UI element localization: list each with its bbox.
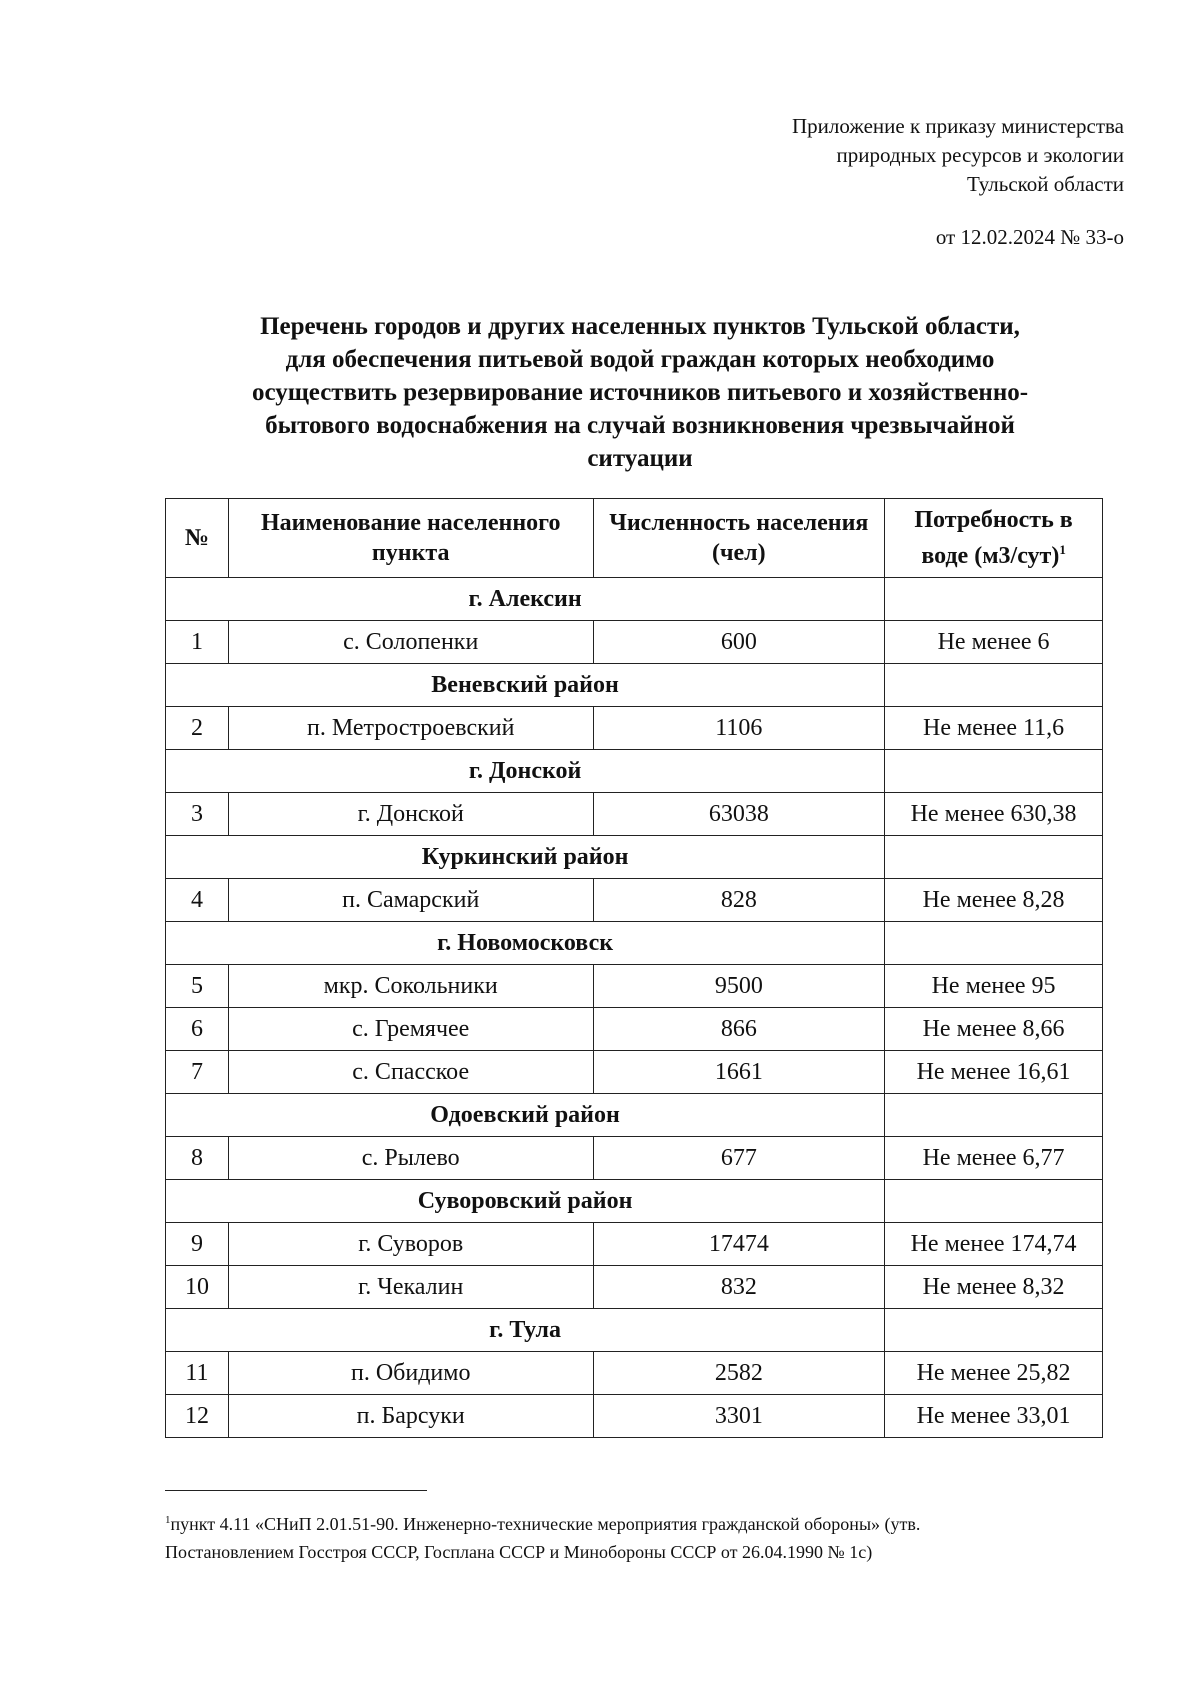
cell-name: п. Барсуки bbox=[228, 1395, 593, 1438]
group-empty-cell bbox=[885, 836, 1103, 879]
cell-num: 5 bbox=[166, 965, 229, 1008]
group-name: г. Новомосковск bbox=[166, 922, 885, 965]
cell-demand: Не менее 8,66 bbox=[885, 1008, 1103, 1051]
title-line-1: Перечень городов и других населенных пунктов Тульской области, bbox=[260, 313, 1020, 340]
group-name: Суворовский район bbox=[166, 1180, 885, 1223]
cell-demand: Не менее 6 bbox=[885, 621, 1103, 664]
table-row bbox=[166, 621, 1103, 664]
header-demand bbox=[885, 499, 1103, 578]
table-row bbox=[166, 1266, 1103, 1309]
header-demand-label: Потребность в воде (м3/сут) bbox=[914, 507, 1073, 569]
group-row bbox=[166, 1309, 1103, 1352]
cell-name: г. Донской bbox=[228, 793, 593, 836]
cell-demand: Не менее 8,32 bbox=[885, 1266, 1103, 1309]
group-row bbox=[166, 578, 1103, 621]
group-row bbox=[166, 922, 1103, 965]
table-row bbox=[166, 793, 1103, 836]
header-line-1: Приложение к приказу министерства bbox=[792, 114, 1124, 138]
cell-demand: Не менее 8,28 bbox=[885, 879, 1103, 922]
group-row bbox=[166, 1180, 1103, 1223]
group-empty-cell bbox=[885, 664, 1103, 707]
group-row bbox=[166, 664, 1103, 707]
header-name: Наименование населенного пункта bbox=[228, 499, 593, 578]
cell-num: 4 bbox=[166, 879, 229, 922]
table-row bbox=[166, 1008, 1103, 1051]
cell-population: 9500 bbox=[593, 965, 885, 1008]
cell-population: 1661 bbox=[593, 1051, 885, 1094]
cell-population: 63038 bbox=[593, 793, 885, 836]
header-line-2: природных ресурсов и экологии bbox=[836, 143, 1124, 167]
title-line-5: ситуации bbox=[587, 445, 693, 472]
cell-name: п. Самарский bbox=[228, 879, 593, 922]
table-row bbox=[166, 1395, 1103, 1438]
group-empty-cell bbox=[885, 1094, 1103, 1137]
cell-name: с. Солопенки bbox=[228, 621, 593, 664]
group-empty-cell bbox=[885, 922, 1103, 965]
cell-demand: Не менее 11,6 bbox=[885, 707, 1103, 750]
group-name: Одоевский район bbox=[166, 1094, 885, 1137]
group-row bbox=[166, 750, 1103, 793]
cell-name: с. Спасское bbox=[228, 1051, 593, 1094]
cell-name: г. Чекалин bbox=[228, 1266, 593, 1309]
footnote-reference: 1 bbox=[1059, 542, 1066, 557]
table-row bbox=[166, 1137, 1103, 1180]
header-num: № bbox=[166, 499, 229, 578]
group-name: г. Тула bbox=[166, 1309, 885, 1352]
group-name: г. Алексин bbox=[166, 578, 885, 621]
cell-num: 11 bbox=[166, 1352, 229, 1395]
group-name: Веневский район bbox=[166, 664, 885, 707]
cell-num: 6 bbox=[166, 1008, 229, 1051]
cell-name: мкр. Сокольники bbox=[228, 965, 593, 1008]
cell-demand: Не менее 630,38 bbox=[885, 793, 1103, 836]
group-empty-cell bbox=[885, 750, 1103, 793]
cell-population: 677 bbox=[593, 1137, 885, 1180]
cell-num: 1 bbox=[166, 621, 229, 664]
cell-num: 10 bbox=[166, 1266, 229, 1309]
cell-num: 12 bbox=[166, 1395, 229, 1438]
cell-demand: Не менее 174,74 bbox=[885, 1223, 1103, 1266]
header-population: Численность населения (чел) bbox=[593, 499, 885, 578]
footnote bbox=[165, 1506, 1105, 1566]
cell-num: 7 bbox=[166, 1051, 229, 1094]
cell-population: 828 bbox=[593, 879, 885, 922]
cell-population: 866 bbox=[593, 1008, 885, 1051]
cell-demand: Не менее 6,77 bbox=[885, 1137, 1103, 1180]
cell-demand: Не менее 25,82 bbox=[885, 1352, 1103, 1395]
table-body bbox=[166, 578, 1103, 1438]
title-line-3: осуществить резервирование источников питьевого и хозяйственно- bbox=[251, 379, 1029, 406]
cell-population: 600 bbox=[593, 621, 885, 664]
cell-population: 17474 bbox=[593, 1223, 885, 1266]
cell-population: 1106 bbox=[593, 707, 885, 750]
cell-name: п. Метростроевский bbox=[228, 707, 593, 750]
footnote-line-2: Постановлением Госстроя СССР, Госплана СССР и Минобороны СССР от 26.04.1990 № 1с) bbox=[165, 1542, 873, 1562]
cell-demand: Не менее 33,01 bbox=[885, 1395, 1103, 1438]
document-title bbox=[190, 310, 1090, 475]
group-empty-cell bbox=[885, 578, 1103, 621]
group-name: Куркинский район bbox=[166, 836, 885, 879]
group-row bbox=[166, 836, 1103, 879]
footnote-divider bbox=[165, 1490, 427, 1491]
cell-population: 2582 bbox=[593, 1352, 885, 1395]
title-line-4: бытового водоснабжения на случай возникновения чрезвычайной bbox=[265, 412, 1015, 439]
cell-population: 832 bbox=[593, 1266, 885, 1309]
settlements-table bbox=[165, 498, 1103, 1438]
cell-num: 9 bbox=[166, 1223, 229, 1266]
document-header bbox=[792, 112, 1124, 199]
cell-name: с. Гремячее bbox=[228, 1008, 593, 1051]
cell-name: с. Рылево bbox=[228, 1137, 593, 1180]
title-line-2: для обеспечения питьевой водой граждан которых необходимо bbox=[285, 346, 995, 373]
table-header-row bbox=[166, 499, 1103, 578]
table-row bbox=[166, 1051, 1103, 1094]
footnote-text-1: пункт 4.11 «СНиП 2.01.51-90. Инженерно-технические мероприятия гражданской обороны» (утв. bbox=[170, 1514, 921, 1534]
order-reference: от 12.02.2024 № 33-о bbox=[935, 225, 1124, 249]
group-empty-cell bbox=[885, 1309, 1103, 1352]
cell-population: 3301 bbox=[593, 1395, 885, 1438]
cell-name: г. Суворов bbox=[228, 1223, 593, 1266]
table-row bbox=[166, 707, 1103, 750]
cell-num: 2 bbox=[166, 707, 229, 750]
table-row bbox=[166, 1352, 1103, 1395]
table-row bbox=[166, 1223, 1103, 1266]
group-row bbox=[166, 1094, 1103, 1137]
cell-demand: Не менее 95 bbox=[885, 965, 1103, 1008]
cell-demand: Не менее 16,61 bbox=[885, 1051, 1103, 1094]
cell-num: 8 bbox=[166, 1137, 229, 1180]
group-empty-cell bbox=[885, 1180, 1103, 1223]
footnote-line-1 bbox=[165, 1506, 1105, 1538]
header-line-3: Тульской области bbox=[966, 172, 1124, 196]
group-name: г. Донской bbox=[166, 750, 885, 793]
table-row bbox=[166, 965, 1103, 1008]
cell-num: 3 bbox=[166, 793, 229, 836]
cell-name: п. Обидимо bbox=[228, 1352, 593, 1395]
table-row bbox=[166, 879, 1103, 922]
footnote-mark: 1 bbox=[165, 1514, 171, 1526]
